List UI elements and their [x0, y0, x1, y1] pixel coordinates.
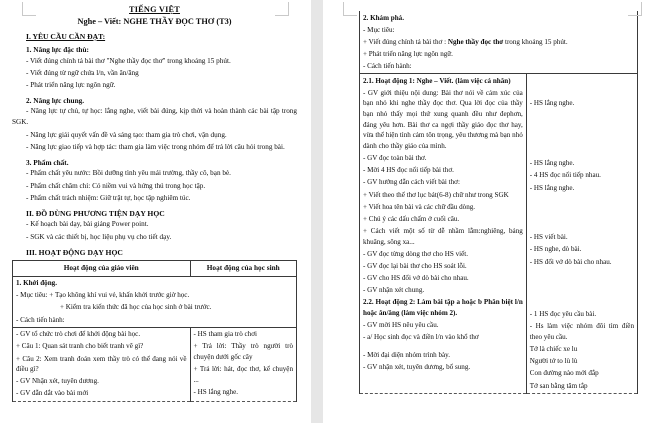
paragraph: - Năng lực tự chủ, tự học: lắng nghe, viết bài đúng, kịp thời và hoàn thành các bài tập trong SGK.	[12, 107, 297, 127]
cell-spacer	[530, 193, 634, 232]
cell-line: Người tớ to lù lù	[529, 357, 578, 366]
lesson-title-main: NGHE THẦY ĐỌC THƠ (T3)	[123, 16, 232, 26]
cell-line: - 1 HS đọc yêu cầu bài.	[529, 310, 597, 319]
crop-mark-top-left-icon	[343, 2, 357, 16]
paragraph: - Năng lực giao tiếp và hợp tác: tham gia làm việc trong nhóm để trả lời câu hỏi trong bài.	[26, 143, 285, 152]
cell-spacer	[363, 343, 523, 350]
paragraph: - Phát triển năng lực ngôn ngữ.	[26, 81, 116, 90]
paragraph: - Năng lực giải quyết vấn đề và sáng tạo: tham gia trò chơi, vận dụng.	[26, 130, 227, 139]
cell-line: 2. Khám phá.	[363, 13, 404, 22]
lesson-title-prefix: Nghe – Viết:	[77, 16, 122, 26]
table-header-student: Hoạt động của học sinh	[190, 260, 297, 276]
cell-line: - Mời đại diện nhóm trình bày.	[363, 350, 451, 359]
cell-line: Tớ san bằng tăm tắp	[529, 381, 588, 390]
cell-line: - GV hướng dẫn cách viết bài thơ:	[363, 178, 460, 187]
table-cell-student	[190, 327, 297, 401]
cell-line: - GV dẫn dắt vào bài mới	[16, 389, 89, 398]
cell-line: - Mời 4 HS đọc nối tiếp bài thơ.	[363, 166, 454, 175]
cell-line: + Cách viết một số từ dễ nhầm lẫm:nghiêng, bảng khuâng, sông xa...	[363, 227, 523, 246]
table-row	[13, 276, 297, 327]
heading-section-2: II. ĐỒ DÙNG PHƯƠNG TIỆN DẠY HỌC	[26, 208, 165, 218]
cell-line: - HS nghe, dò bài.	[529, 245, 582, 254]
cell-line: - Cách tiến hành:	[363, 62, 412, 71]
cell-line: + Kiểm tra kiến thức đã học của học sinh ở bài trước.	[60, 303, 212, 312]
cell-heading: 2.2. Hoạt động 2: Làm bài tập a hoặc b Phân biệt l/n hoặc ăn/ăng (làm việc nhóm 2).	[363, 298, 523, 318]
paragraph: - Kế hoạch bài dạy, bài giảng Power point.	[26, 220, 149, 229]
cell-line	[363, 37, 634, 48]
table-row	[13, 260, 297, 276]
crop-mark-top-right-icon	[628, 2, 642, 16]
paragraph: - SGK và các thiết bị, học liệu phụ vụ cho tiết dạy.	[26, 232, 172, 241]
table-header-teacher: Hoạt động của giáo viên	[13, 260, 191, 276]
cell-text-plain: + Viết đúng chính tả bài thơ :	[363, 37, 448, 46]
cell-line: - GV đọc toàn bài thơ.	[363, 154, 427, 163]
cell-line: - 4 HS đọc nối tiếp nhau.	[529, 171, 601, 180]
cell-line: - HS đổi vở dò bài cho nhau.	[529, 257, 612, 266]
cell-line: + Phát triển năng lực ngôn ngữ.	[363, 49, 453, 58]
cell-line: - HS lắng nghe.	[529, 183, 575, 192]
cell-line: - GV mời HS nêu yêu cầu.	[363, 321, 439, 330]
cell-line: - GV tổ chức trò chơi để khởi động bài học.	[16, 330, 141, 339]
table-cell-full	[360, 11, 638, 74]
paragraph: - Phẩm chất yêu nước: Bồi dưỡng tình yêu mái trường, thầy cô, bạn bè.	[26, 169, 231, 178]
cell-line: - GV nhận xét chung.	[363, 286, 425, 295]
cell-line: + Viết theo thể thơ lục bát(6-8) chữ như trong SGK	[363, 190, 509, 199]
cell-line: + Trả lời: Thầy trò người trò chuyện dưới gốc cây	[193, 342, 293, 362]
cell-line: - Hs làm việc nhóm đôi tìm điền theo yêu cầu.	[529, 322, 634, 341]
paragraph: - Phẩm chất chăm chỉ: Có niềm vui và hứng thú trong học tập.	[26, 181, 206, 190]
cell-line: - a/ Học sinh đọc và điền l/n vào khổ thơ	[363, 333, 479, 342]
cell-line: - Mục tiêu:	[363, 25, 395, 34]
cell-line: - Cách tiến hành:	[16, 315, 65, 324]
cell-spacer	[530, 76, 634, 98]
cell-line: - Mục tiêu: + Tạo không khí vui vẻ, khấn khởi trước giờ học.	[16, 291, 190, 300]
cell-line: - GV Nhận xét, tuyên dương.	[16, 377, 99, 386]
page-separator	[311, 0, 323, 423]
cell-line: + Viết hoa tên bài và các chữ đầu dòng.	[363, 202, 476, 211]
heading-section-1: I. YÊU CẦU CẦN ĐẠT:	[26, 31, 106, 41]
cell-line: - HS lắng nghe.	[529, 159, 575, 168]
heading-sub-2: 2. Năng lực chung.	[26, 95, 85, 105]
cell-line: - HS viết bài.	[529, 233, 568, 242]
table-cell-student	[526, 74, 637, 393]
cell-line: + Câu 2: Xem tranh đoán xem thầy trò có thể đang nói về điều gì?	[16, 354, 187, 374]
paragraph: - Viết đúng từ ngữ chứa l/n, vần ăn/ăng	[26, 68, 139, 77]
cell-line: Tớ là chiếc xe lu	[529, 345, 578, 354]
cell-line: - GV đọc lại bài thơ cho HS soát lỗi.	[363, 261, 467, 270]
cell-line: - GV giới thiệu nội dung: Bài thơ nói về cảm xúc của bạn nhỏ khi nghe thầy đọc thơ. Qua lời đọc của thầy bạn nhỏ thấy mọi thứ xung quanh đều như đephơn, đáng yêu hơn. Bài thơ ca ngợi thầy giáo đọc thơ hay, vừa thể hiện tình cảm tôn trọng, yêu thương mà bạn nhỏ dành cho thầy giáo của mình.	[363, 88, 523, 151]
crop-mark-top-right-icon	[275, 2, 289, 16]
cell-line: - GV nhận xét, tuyên dương, bổ sung.	[363, 363, 471, 372]
cell-heading: 2.1. Hoạt động 1: Nghe – Viết. (làm việc cá nhân)	[363, 76, 511, 85]
heading-sub-3: 3. Phẩm chất.	[26, 157, 69, 167]
table-cell-teacher	[360, 74, 527, 393]
cell-spacer	[530, 267, 634, 309]
page-left	[0, 0, 311, 423]
cell-line: - HS lắng nghe.	[529, 98, 575, 107]
page-right	[323, 0, 650, 423]
cell-line: - GV đọc từng dòng thơ cho HS viết.	[363, 249, 468, 258]
cell-line: - GV cho HS đổi vở dò bài cho nhau.	[363, 274, 469, 283]
cell-line: + Chú ý các dấu chấm ở cuối câu.	[363, 214, 460, 223]
cell-line: + Câu 1: Quan sát tranh cho biết tranh vẽ gì?	[16, 342, 144, 351]
table-row	[13, 327, 297, 401]
cell-line: Con đường nào mới đắp	[529, 369, 599, 378]
cell-line: - HS tham gia trò chơi	[193, 330, 257, 339]
cell-line: + Trả lời: hát, đọc thơ, kể chuyện ...	[193, 365, 293, 384]
cell-text-bold: Nghe thầy đọc thơ	[447, 37, 504, 46]
heading-sub-1: 1. Năng lực đặc thù:	[26, 45, 89, 54]
cell-line: 1. Khởi động.	[16, 279, 57, 288]
activities-table-left	[12, 260, 297, 402]
table-cell-full	[13, 276, 297, 327]
activities-table-right	[359, 11, 638, 394]
paragraph: - Phẩm chất trách nhiệm: Giữ trật tự, học tập nghiêm túc.	[26, 193, 191, 202]
cell-text-plain2: trong khoảng 15 phút.	[503, 37, 568, 46]
table-row	[360, 11, 638, 74]
page-title: TIẾNG VIỆT	[129, 5, 180, 14]
table-row	[360, 74, 638, 393]
heading-section-3: III. HOẠT ĐỘNG DẠY HỌC	[26, 247, 123, 257]
table-cell-teacher	[13, 327, 191, 401]
paragraph: - Viết đúng chính tả bài thơ "Nghe thầy đọc thơ" trong khoảng 15 phút.	[26, 56, 231, 65]
cell-line: - HS lắng nghe.	[193, 387, 239, 396]
cell-spacer	[530, 108, 634, 158]
crop-mark-top-left-icon	[22, 2, 36, 16]
lesson-title	[12, 17, 297, 26]
